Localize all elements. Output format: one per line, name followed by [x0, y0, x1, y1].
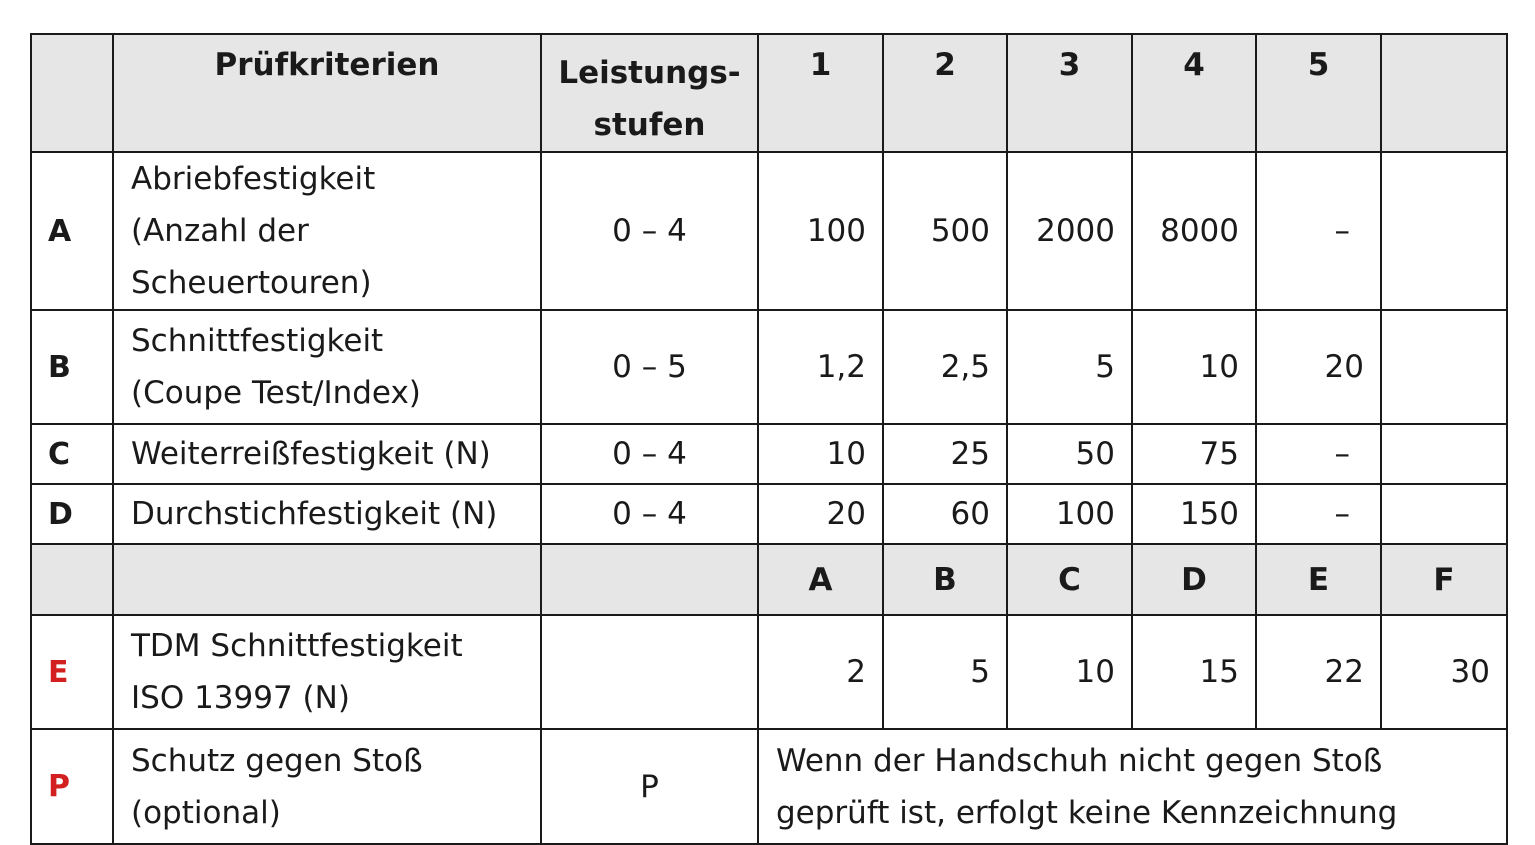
subheader-col-c: C [1007, 544, 1132, 615]
row-range-a: 0 – 4 [541, 152, 758, 310]
cell-b-5: 20 [1256, 310, 1381, 424]
row-label-e [113, 615, 541, 729]
header-levels [541, 34, 758, 152]
header-criteria: Prüfkriterien [113, 34, 541, 152]
row-range-b: 0 – 5 [541, 310, 758, 424]
header-col-6 [1381, 34, 1507, 152]
subheader-empty-3 [541, 544, 758, 615]
table-row-e [31, 615, 1507, 729]
row-label-b-line2: (Coupe Test/Index) [131, 375, 421, 411]
header-empty-cell [31, 34, 113, 152]
cell-e-6: 30 [1381, 615, 1507, 729]
cell-c-4: 75 [1132, 424, 1256, 484]
row-range-c: 0 – 4 [541, 424, 758, 484]
cell-e-1: 2 [758, 615, 883, 729]
cell-a-2: 500 [883, 152, 1007, 310]
row-label-b-line1: Schnittfestigkeit [131, 323, 384, 359]
cell-e-5: 22 [1256, 615, 1381, 729]
header-col-2: 2 [883, 34, 1007, 152]
cell-d-3: 100 [1007, 484, 1132, 544]
cell-b-2: 2,5 [883, 310, 1007, 424]
table-row-c [31, 424, 1507, 484]
row-label-d: Durchstichfestigkeit (N) [113, 484, 541, 544]
subheader-col-d: D [1132, 544, 1256, 615]
row-range-e [541, 615, 758, 729]
row-label-a-line1: Abriebfestigkeit [131, 161, 376, 197]
header-col-1: 1 [758, 34, 883, 152]
cell-d-6 [1381, 484, 1507, 544]
cell-b-4: 10 [1132, 310, 1256, 424]
row-note-p-line1: Wenn der Handschuh nicht gegen Stoß [776, 742, 1383, 779]
row-label-p-line1: Schutz gegen Stoß [131, 742, 423, 779]
row-label-c: Weiterreißfestigkeit (N) [113, 424, 541, 484]
row-range-d: 0 – 4 [541, 484, 758, 544]
subheader-col-e: E [1256, 544, 1381, 615]
header-col-3: 3 [1007, 34, 1132, 152]
cell-b-6 [1381, 310, 1507, 424]
row-range-p: P [541, 729, 758, 844]
subheader-row [31, 544, 1507, 615]
row-label-b [113, 310, 541, 424]
cell-a-3: 2000 [1007, 152, 1132, 310]
table-row-d [31, 484, 1507, 544]
header-col-4: 4 [1132, 34, 1256, 152]
cell-d-4: 150 [1132, 484, 1256, 544]
cell-c-2: 25 [883, 424, 1007, 484]
subheader-empty-1 [31, 544, 113, 615]
cell-a-5: – [1256, 152, 1381, 310]
header-levels-line1: Leistungs- [558, 55, 741, 91]
row-key-c: C [31, 424, 113, 484]
subheader-empty-2 [113, 544, 541, 615]
cell-c-5: – [1256, 424, 1381, 484]
cell-b-3: 5 [1007, 310, 1132, 424]
cell-d-1: 20 [758, 484, 883, 544]
cell-d-5: – [1256, 484, 1381, 544]
table-row-b [31, 310, 1507, 424]
cell-c-6 [1381, 424, 1507, 484]
cell-e-4: 15 [1132, 615, 1256, 729]
cell-a-1: 100 [758, 152, 883, 310]
header-col-5: 5 [1256, 34, 1381, 152]
cell-a-4: 8000 [1132, 152, 1256, 310]
row-note-p-line2: geprüft ist, erfolgt keine Kennzeichnung [776, 794, 1398, 831]
glove-performance-table [30, 33, 1508, 845]
cell-c-1: 10 [758, 424, 883, 484]
subheader-col-f: F [1381, 544, 1507, 615]
cell-d-2: 60 [883, 484, 1007, 544]
row-key-p: P [31, 729, 113, 844]
row-key-a: A [31, 152, 113, 310]
row-label-e-line2: ISO 13997 (N) [131, 680, 350, 716]
row-label-a [113, 152, 541, 310]
row-key-e: E [31, 615, 113, 729]
table-row-a [31, 152, 1507, 310]
subheader-col-a: A [758, 544, 883, 615]
cell-e-3: 10 [1007, 615, 1132, 729]
row-label-e-line1: TDM Schnittfestigkeit [131, 628, 463, 664]
header-row [31, 34, 1507, 152]
cell-e-2: 5 [883, 615, 1007, 729]
header-levels-line2: stufen [593, 107, 706, 143]
row-key-d: D [31, 484, 113, 544]
cell-b-1: 1,2 [758, 310, 883, 424]
row-label-p-line2: (optional) [131, 794, 281, 831]
subheader-col-b: B [883, 544, 1007, 615]
cell-a-6 [1381, 152, 1507, 310]
cell-c-3: 50 [1007, 424, 1132, 484]
row-key-b: B [31, 310, 113, 424]
row-label-a-line2: (Anzahl der Scheuertouren) [131, 213, 372, 301]
